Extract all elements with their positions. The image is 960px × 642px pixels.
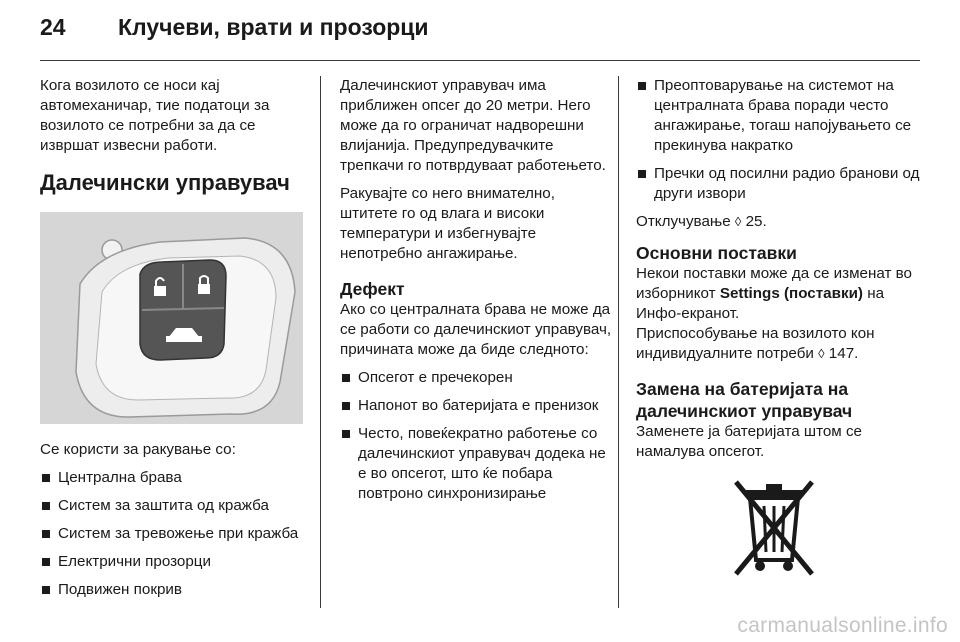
intro-paragraph: Кога возилото се носи кај автомеханичар, тие податоци за возилото се потребни за да се извршат извесни работи. [40,77,270,154]
defect-causes-list [340,368,612,504]
list-item: Често, повеќекратно работење со далечинскиот управувач додека не е во опсегот, што ќе побара повтроно синхронизирање [340,424,612,504]
section-heading-remote: Далечински управувач [40,170,290,195]
defect-causes-list-continued [636,76,926,204]
settings-text-a: Некои поставки може да се изменат во изборникот [636,265,912,302]
defect-intro: Ако со централната брава не може да се работи со далечинскиот управувач, причината може да биде следното: [340,301,612,358]
crossed-out-bin-icon [724,476,824,580]
adapt-page-link[interactable]: 147. [828,345,859,362]
column-1 [40,76,306,608]
list-item: Систем за тревожење при кражба [40,524,306,544]
list-item: Централна брава [40,468,306,488]
list-item: Преоптоварување на системот на централната брава поради често ангажирање, тогаш напојувањето се прекинува накратко [636,76,926,156]
remote-key-illustration [40,212,303,424]
column-divider-2 [618,76,619,608]
adapt-paragraph [636,324,926,364]
page-number: 24 [40,14,66,40]
page-header-title: Клучеви, врати и прозорци [118,14,429,40]
column-3 [636,76,926,580]
settings-paragraph [636,264,926,324]
adapt-text: Приспособување на возилото кон индивидуалните потреби [636,325,875,362]
list-item: Напонот во батеријата е пренизок [340,396,612,416]
settings-menu-name: Settings (поставки) [719,285,863,302]
list-item: Пречки од посилни радио бранови од други извори [636,164,926,204]
unlock-reference [636,212,926,232]
list-item: Електрични прозорци [40,552,306,572]
list-item: Подвижен покрив [40,580,306,600]
section-heading-defect: Дефект [340,279,405,299]
settings-text-b: на Инфо-екранот. [636,285,885,322]
section-heading-settings: Основни поставки [636,243,797,263]
battery-paragraph: Заменете ја батеријата штом се намалува опсегот. [636,423,863,460]
header-rule [40,60,920,61]
unlock-label: Отклучување [636,213,731,230]
unlock-page-link[interactable]: 25. [745,213,767,230]
list-item: Систем за заштита од кражба [40,496,306,516]
care-paragraph: Ракувајте со него внимателно, штитете го од влага и високи температури и избегнувајте непотребно ангажирање. [340,185,555,262]
section-heading-battery: Замена на батеријата на далечинскиот управувач [636,379,853,421]
watermark: carmanualsonline.info [737,614,948,637]
range-paragraph: Далечинскиот управувач има приближен опсег до 20 метри. Него може да го ограничат надворешни влијанија. Предупредувачките трепкачи го потврдуваат работењето. [340,77,606,174]
column-2 [340,76,612,512]
page-ref-arrow-icon: ◊ [818,346,825,361]
uses-list [40,468,306,600]
page-ref-arrow-icon: ◊ [734,214,742,229]
column-divider-1 [320,76,321,608]
used-for-label: Се користи за ракување со: [40,441,236,458]
list-item: Опсегот е пречекорен [340,368,612,388]
